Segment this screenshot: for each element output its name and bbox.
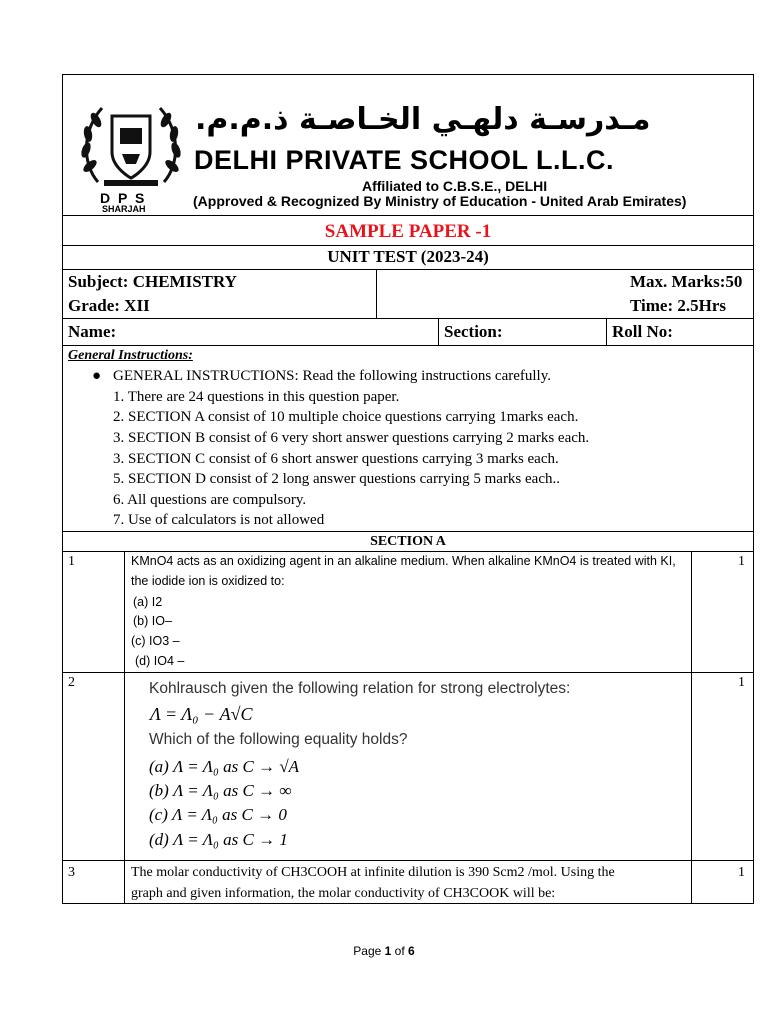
instructions-intro: GENERAL INSTRUCTIONS: Read the following instructions carefully.	[113, 368, 551, 384]
question-text: Which of the following equality holds?	[149, 731, 408, 748]
question-text: the iodide ion is oxidized to:	[131, 574, 285, 588]
question-marks: 1	[738, 675, 745, 690]
instruction-item: 7. Use of calculators is not allowed	[113, 512, 325, 528]
page-number: 1	[384, 944, 392, 958]
grade-label: Grade: XII	[68, 296, 150, 315]
section-a-heading: SECTION A	[370, 534, 446, 549]
question-text: graph and given information, the molar conductivity of CH3COOK will be:	[131, 886, 556, 901]
instruction-item: 2. SECTION A consist of 10 multiple choice questions carrying 1marks each.	[113, 409, 579, 425]
test-name: UNIT TEST (2023-24)	[327, 247, 489, 266]
instruction-item: 1. There are 24 questions in this question paper.	[113, 389, 400, 405]
instruction-item: 6. All questions are compulsory.	[113, 492, 307, 508]
question-number: 3	[68, 865, 75, 880]
school-name: DELHI PRIVATE SCHOOL L.L.C.	[194, 145, 615, 175]
logo-location: SHARJAH	[102, 204, 146, 214]
option-item: (c) IO3 –	[131, 634, 180, 648]
recognition-text: (Approved & Recognized By Ministry of Education - United Arab Emirates)	[193, 193, 687, 209]
school-name-arabic: مـدرسـة دلهـي الخـاصـة ذ.م.م.	[195, 102, 651, 137]
instructions-bullet-dot: ●	[92, 368, 102, 384]
instruction-item: 5. SECTION D consist of 2 long answer questions carrying 5 marks each..	[113, 471, 560, 487]
kohlrausch-relation: Λ = Λ₀ − A√C	[150, 704, 253, 724]
question-number: 2	[68, 675, 75, 690]
logo-text: D P S	[100, 190, 147, 206]
question-marks: 1	[738, 865, 745, 880]
instructions-heading: General Instructions:	[68, 348, 193, 363]
time-label: Time: 2.5Hrs	[630, 296, 727, 315]
laurel-emblem-icon	[76, 94, 186, 194]
subject-label: Subject: CHEMISTRY	[68, 272, 237, 291]
option-item: (c) Λ = Λ₀ as C → 0	[149, 805, 287, 824]
page-total: 6	[408, 944, 415, 958]
option-item: (d) IO4 –	[135, 654, 185, 668]
name-field: Name:	[68, 322, 117, 341]
paper-title: SAMPLE PAPER -1	[324, 221, 492, 242]
option-item: (a) Λ = Λ₀ as C → √A	[149, 757, 300, 776]
roll-no-field: Roll No:	[612, 322, 673, 341]
option-item: (b) IO–	[133, 614, 172, 628]
affiliation-text: Affiliated to C.B.S.E., DELHI	[362, 178, 548, 194]
option-item: (b) Λ = Λ₀ as C → ∞	[149, 781, 292, 800]
question-number: 1	[68, 554, 75, 569]
school-logo	[76, 94, 186, 212]
instruction-item: 3. SECTION C consist of 6 short answer questions carrying 3 marks each.	[113, 451, 559, 467]
instruction-item: 3. SECTION B consist of 6 very short answer questions carrying 2 marks each.	[113, 430, 590, 446]
question-text: Kohlrausch given the following relation for strong electrolytes:	[149, 680, 571, 697]
question-marks: 1	[738, 554, 745, 569]
page-prefix: Page	[353, 944, 385, 958]
option-item: (d) Λ = Λ₀ as C → 1	[149, 830, 288, 849]
page-of: of	[391, 944, 409, 958]
max-marks-label: Max. Marks:50	[630, 272, 743, 291]
option-item: (a) I2	[133, 595, 163, 609]
question-text: KMnO4 acts as an oxidizing agent in an alkaline medium. When alkaline KMnO4 is treated with KI,	[131, 554, 676, 568]
divider	[62, 215, 754, 216]
page-footer	[0, 944, 768, 958]
question-text: The molar conductivity of CH3COOH at infinite dilution is 390 Scm2 /mol. Using the	[131, 865, 615, 880]
section-field: Section:	[444, 322, 503, 341]
